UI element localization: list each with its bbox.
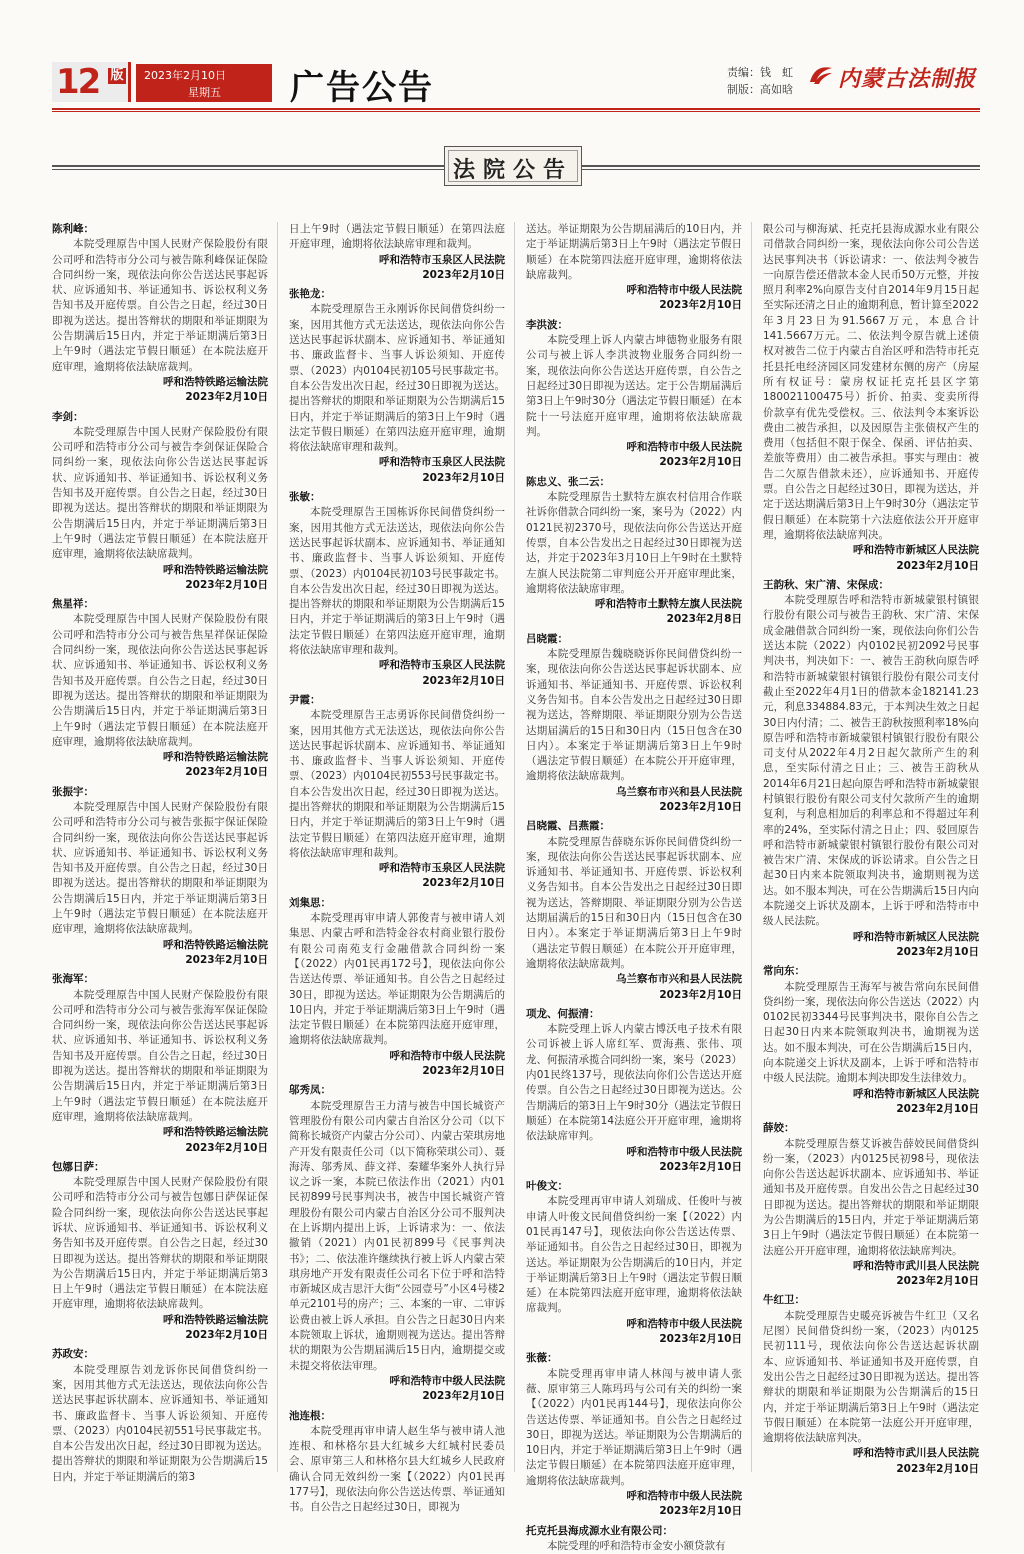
notice-body: 本院受理原告王海军与被告常向东民间借贷纠纷一案，现依法向你公告送达（2022）内0102民初3344号民事判决书，限你自公告之日起30日内来本院领取判决书，逾期视为送达。如不服本判决，可在公告期满后15日内，向本院递交上诉状及副本，上诉于呼和浩特市中级人民法院。逾期本判决即发生法律效力。 — [763, 980, 979, 1085]
court-notice — [52, 410, 268, 594]
court-notice-banner — [444, 146, 582, 186]
court-notice — [289, 693, 505, 892]
court-notice — [763, 578, 979, 960]
section-title: 广告公告 — [290, 68, 434, 108]
notice-addressee: 李洪波： — [526, 318, 568, 331]
notice-addressee: 吕晓霞： — [526, 632, 568, 645]
notice-addressee: 牛红卫： — [763, 1294, 805, 1307]
notice-addressee: 常向东： — [763, 965, 805, 978]
notice-column-2 — [289, 222, 505, 1514]
notice-body: 本院受理原告蔡艾诉被告薛姣民间借贷纠纷一案，（2023）内0125民初98号，现依法向你公告送达起诉状副本、应诉通知书、举证通知书及开庭传票。自发出公告之日起经过30日即视为送达。提出答辩状的期限和举证期限为公告期满后的15日内，并定于举证期满后第3日上午9时（遇法定节假日顺延）在本院第一法庭公开开庭审理，逾期将依法缺席判决。 — [763, 1137, 979, 1257]
court-notice — [52, 972, 268, 1156]
court-notice — [289, 1409, 505, 1516]
notice-date: 2023年2月10日 — [185, 1329, 268, 1342]
notice-addressee: 王韵秋、宋广清、宋保成： — [763, 578, 889, 591]
notice-body: 本院受理原告中国人民财产保险股份有限公司呼和浩特市分公司与被告包娜日萨保证保险合同纠纷一案，现依法向你公告送达民事起诉状、应诉通知书、举证通知书、诉讼权利义务告知书及开庭传票。自公告之日起，经过30日即视为送达。提出答辩状的期限和举证期限为公告期满后15日内，并定于举证期满后第3日上午9时（遇法定节假日顺延）在本院法庭开庭审理，逾期将依法缺席裁判。 — [52, 1176, 268, 1311]
notice-addressee: 张薇： — [526, 1352, 558, 1365]
notice-body: 本院受理再审申请人赵生华与被申请人池连根、和林格尔县大红城乡大红城村民委员会、原审第三人和林格尔县大红城乡人民政府确认合同无效纠纷一案【（2022）内01民再177号】，现依法向你公告送达传票、举证通知书。自公告之日起经过30日，即视为 — [289, 1424, 505, 1514]
notice-court: 呼和浩特市中级人民法院 — [389, 1049, 505, 1062]
court-notice — [289, 896, 505, 1080]
notice-body: 本院受理原告王国栋诉你民间借贷纠纷一案，因用其他方式无法送达，现依法向你公告送达民事起诉状副本、应诉通知书、举证通知书、廉政监督卡、当事人诉讼须知、开庭传票、（2023）内0104民初103号民事裁定书。自本公告发出次日起，经过30日即视为送达。提出答辩状的期限和举证期限为公告期满后15日内，并定于举证期满后的第3日上午9时（遇法定节假日顺延）在第四法庭开庭审理，逾期将依法缺席审理和裁判。 — [289, 506, 505, 657]
notice-date: 2023年2月10日 — [422, 471, 505, 484]
notice-date: 2023年2月10日 — [185, 953, 268, 966]
notice-date: 2023年2月10日 — [422, 268, 505, 281]
notice-date: 2023年2月10日 — [659, 800, 742, 813]
notice-date: 2023年2月10日 — [896, 945, 979, 958]
notice-body: 本院受理原告魏晓晓诉你民间借贷纠纷一案，现依法向你公告送达民事起诉状副本、应诉通知书、举证通知书、开庭传票、诉讼权利义务告知书。自本公告发出之日起经过30日即视为送达，答辩期限、举证期限分别为公告送达期届满后的15日和30日内（15日包含在30日内）。本案定于举证期满后第3日上午9时（遇法定节假日顺延）在本院公开开庭审理，逾期将依法缺席裁判。 — [526, 648, 742, 783]
notice-court: 乌兰察布市兴和县人民法院 — [616, 785, 742, 798]
issue-weekday: 星期五 — [188, 86, 221, 99]
notice-court: 呼和浩特市武川县人民法院 — [853, 1259, 979, 1272]
notice-addressee: 苏政安： — [52, 1348, 94, 1361]
notice-addressee: 张敏： — [289, 491, 321, 504]
notice-addressee: 李剑： — [52, 410, 84, 423]
editor-name: 责编：钱 虹 — [727, 66, 793, 79]
notice-body: 本院受理再审申请人郭俊青与被申请人刘集思、内蒙古呼和浩特金谷农村商业银行股份有限公司南苑支行金融借款合同纠纷一案【（2022）内01民再172号】，现依法向你公告送达传票、举证通知书。自公告之日起经过30日，即视为送达。举证期限为公告期满后的10日内，并定于举证期满后第3日上午9时（遇法定节假日顺延）在本院第四法庭开庭审理，逾期将依法缺席裁判。 — [289, 912, 505, 1047]
banner-title: 法院公告 — [452, 157, 573, 183]
notice-addressee: 刘集思： — [289, 896, 331, 909]
notice-court: 呼和浩特市新城区人民法院 — [853, 930, 979, 943]
header-divider — [52, 108, 980, 110]
notice-column-1 — [52, 222, 268, 1483]
court-notice — [52, 222, 268, 406]
court-notice — [526, 1179, 742, 1347]
court-notice — [52, 1160, 268, 1344]
notice-body: 本院受理原告中国人民财产保险股份有限公司呼和浩特市分公司与被告陈利峰保证保险合同纠纷一案，现依法向你公告送达民事起诉状、应诉通知书、举证通知书、诉讼权利义务告知书及开庭传票。自公告之日起，经过30日即视为送达。提出答辩状的期限和举证期限为公告期满后15日内，并定于举证期满后第3日上午9时（遇法定节假日顺延）在本院法庭开庭审理，逾期将依法缺席裁判。 — [52, 238, 268, 373]
notice-addressee: 邬秀凤： — [289, 1084, 331, 1097]
court-notice — [526, 819, 742, 1003]
notice-body: 送达。举证期限为公告期届满后的10日内，并定于举证期满后第3日上午9时（遇法定节假日顺延）在本院第四法庭开庭审理，逾期将依法缺席裁判。 — [526, 223, 742, 281]
banner-rule-right — [582, 165, 980, 167]
court-notice — [763, 1121, 979, 1289]
notice-column-3 — [526, 222, 742, 1552]
column-divider — [514, 222, 515, 1472]
court-notice — [526, 1007, 742, 1175]
notice-addressee: 陈利峰： — [52, 223, 94, 235]
court-notice — [526, 475, 742, 628]
court-notice — [52, 785, 268, 969]
notice-date: 2023年2月10日 — [659, 1160, 742, 1173]
court-notice — [289, 222, 505, 283]
notice-column-4 — [763, 222, 979, 1475]
notice-addressee: 池连根： — [289, 1409, 331, 1422]
notice-addressee: 包娜日萨： — [52, 1160, 105, 1173]
column-divider — [277, 222, 278, 1472]
court-notice — [526, 222, 742, 314]
court-notice — [763, 222, 979, 574]
header-divider-thin — [52, 111, 980, 112]
notice-court: 呼和浩特市玉泉区人民法院 — [379, 659, 505, 672]
notice-date: 2023年2月10日 — [659, 1505, 742, 1518]
notice-court: 呼和浩特市中级人民法院 — [626, 1145, 742, 1158]
court-notice — [52, 1347, 268, 1485]
court-notice — [52, 597, 268, 781]
notice-court: 呼和浩特市玉泉区人民法院 — [379, 456, 505, 469]
notice-court: 呼和浩特铁路运输法院 — [163, 563, 268, 576]
notice-body: 日上午9时（遇法定节假日顺延）在第四法庭开庭审理，逾期将依法缺席审理和裁判。 — [289, 223, 505, 251]
notice-addressee: 叶俊文： — [526, 1180, 568, 1193]
notice-body: 本院受理再审申请人林闯与被申请人张薇、原审第三人陈玛玛与公司有关的纠纷一案【（2022）内01民再144号】，现依法向你公告送达传票、举证通知书。自公告之日起经过30日，即视为送达。举证期限为公告期满后的10日内，并定于举证期满后第3日上午9时（遇法定节假日顺延）在本院第四法庭开庭审理，逾期将依法缺席裁判。 — [526, 1367, 742, 1487]
notice-date: 2023年2月10日 — [896, 559, 979, 572]
notice-date: 2023年2月10日 — [185, 391, 268, 404]
notice-court: 呼和浩特市中级人民法院 — [626, 1317, 742, 1330]
notice-date: 2023年2月10日 — [659, 988, 742, 1001]
issue-date-box — [136, 64, 272, 102]
notice-body: 本院受理原告王志勇诉你民间借贷纠纷一案，因用其他方式无法送达，现依法向你公告送达民事起诉状副本、应诉通知书、举证通知书、廉政监督卡、当事人诉讼须知、开庭传票、（2023）内0104民初553号民事裁定书。自本公告发出次日起，经过30日即视为送达。提出答辩状的期限和举证期限为公告期满后15日内，并定于举证期满后的第3日上午9时（遇法定节假日顺延）在第四法庭开庭审理，逾期将依法缺席审理和裁判。 — [289, 709, 505, 859]
notice-body: 本院受理上诉人内蒙古博沃电子技术有限公司诉被上诉人席红军、贾海燕、张伟、项龙、何振清承揽合同纠纷一案，案号（2023）内01民终137号，现依法向你们公告送达开庭传票。自公告之日起经过30日即视为送达。公告期满后的第3日上午9时30分（遇法定节假日顺延）在本院第14法庭公开开庭审理，逾期将依法缺席审判。 — [526, 1023, 742, 1143]
notice-addressee: 尹霞： — [289, 693, 321, 706]
notice-date: 2023年2月10日 — [422, 1065, 505, 1078]
notice-body: 本院受理原告中国人民财产保险股份有限公司呼和浩特市分公司与被告焦星祥保证保险合同纠纷一案，现依法向你公告送达民事起诉状、应诉通知书、举证通知书、诉讼权利义务告知书及开庭传票。自公告之日起，经过30日即视为送达。提出答辩状的期限和举证期限为公告期满后15日内，并定于举证期满后第3日上午9时（遇法定节假日顺延）在本院法庭开庭审理，逾期将依法缺席裁判。 — [52, 613, 268, 748]
newspaper-logo — [808, 62, 980, 90]
notice-addressee: 陈忠义、张二云： — [526, 475, 610, 488]
notice-addressee: 张海军： — [52, 973, 94, 986]
banner-rule-left — [52, 165, 444, 167]
page-header — [52, 56, 980, 108]
newspaper-emblem-icon — [808, 64, 834, 86]
notice-body: 本院受理原告薛晓东诉你民间借贷纠纷一案，现依法向你公告送达民事起诉状副本、应诉通知书、举证通知书、开庭传票、诉讼权利义务告知书。自本公告发出之日起经过30日即视为送达，答辩期限、举证期限分别为公告送达期届满后的15日和30日内（15日包含在30日内）。本案定于举证期满后第3日上午9时（遇法定节假日顺延）在本院公开开庭审理，逾期将依法缺席裁判。 — [526, 835, 742, 970]
banner-rule-right-thin — [582, 169, 980, 170]
court-notice — [526, 1351, 742, 1519]
notice-body: 本院受理原告呼和浩特市新城蒙银村镇银行股份有限公司与被告王韵秋、宋广清、宋保成金融借款合同纠纷一案，现依法向你们公告送达本院（2022）内0102民初2092号民事判决书，判决如下：一、被告王韵秋向原告呼和浩特市新城蒙银村镇银行股份有限公司支付截止至2022年4月1日的借款本金182141.23元，利息334884.83元，于本判决生效之日起30日内付清；二、被告王韵秋按照利率18%向原告呼和浩特市新城蒙银村镇银行股份有限公司支付从2022年4月2日起欠款所产生的利息，至实际付清之日止；三、被告王韵秋从2014年6月21日起向原告呼和浩特市新城蒙银村镇银行股份有限公司支付欠款所产生的逾期复利，与利息相加后的利率总和不得超过年利率的24%，至实际付清之日止；四、驳回原告呼和浩特市新城蒙银村镇银行股份有限公司对被告宋广清、宋保成的诉讼请求。自公告之日起30日内来本院领取判决书，逾期则视为送达。如不服本判决，可在公告期满后15日内向本院递交上诉状及副本，上诉于呼和浩特市中级人民法院。 — [763, 594, 979, 928]
notice-court: 呼和浩特铁路运输法院 — [163, 1313, 268, 1326]
editor-credits — [727, 64, 793, 98]
notice-court: 呼和浩特铁路运输法院 — [163, 375, 268, 388]
notice-date: 2023年2月8日 — [666, 613, 742, 626]
notice-body: 本院受理原告中国人民财产保险股份有限公司呼和浩特市分公司与被告张振宇保证保险合同纠纷一案，现依法向你公告送达民事起诉状、应诉通知书、举证通知书、诉讼权利义务告知书及开庭传票。自公告之日起，经过30日即视为送达。提出答辩状的期限和举证期限为公告期满后15日内，并定于举证期满后第3日上午9时（遇法定节假日顺延）在本院法庭开庭审理，逾期将依法缺席裁判。 — [52, 800, 268, 936]
notice-body: 本院受理原告中国人民财产保险股份有限公司呼和浩特市分公司与被告李剑保证保险合同纠纷一案，现依法向你公告送达民事起诉状、应诉通知书、举证通知书、诉讼权利义务告知书及开庭传票。自公告之日起，经过30日即视为送达。提出答辩状的期限和举证期限为公告期满后15日内，并定于举证期满后第3日上午9时（遇法定节假日顺延）在本院法庭开庭审理，逾期将依法缺席裁判。 — [52, 425, 268, 561]
notice-court: 呼和浩特市玉泉区人民法院 — [379, 253, 505, 266]
notice-date: 2023年2月10日 — [896, 1462, 979, 1475]
notice-body: 本院受理上诉人内蒙古坤德物业服务有限公司与被上诉人李洪波物业服务合同纠纷一案，现依法向你公告送达开庭传票，自公告之日起经过30日即视为送达。定于公告期届满后第3日上午9时30分（遇法定节假日顺延）在本院十一号法庭开庭审理，逾期将依法缺席裁判。 — [526, 334, 742, 438]
notice-body: 本院受理原告王永刚诉你民间借贷纠纷一案，因用其他方式无法送达，现依法向你公告送达民事起诉状副本、应诉通知书、举证通知书、廉政监督卡、当事人诉讼须知、开庭传票、（2023）内0104民初105号民事裁定书。自本公告发出次日起，经过30日即视为送达。提出答辩状的期限和举证期限为公告期满后15日内，并定于举证期满后的第3日上午9时（遇法定节假日顺延）在第四法庭开庭审理，逾期将依法缺席审理和裁判。 — [289, 303, 505, 454]
notice-date: 2023年2月10日 — [659, 299, 742, 312]
court-notice — [289, 1083, 505, 1404]
notice-body: 本院受理原告史暖亮诉被告牛红卫（又名尼图）民间借贷纠纷一案，（2023）内0125民初111号，现依法向你公告送达起诉状副本、应诉通知书、举证通知书及开庭传票，自发出公告之日起经过30日即视为送达。提出答辩状的期限和举证期限为公告期满后的15日内，并定于举证期满后第3日上午9时（遇法定节假日顺延）在本院第一法庭公开开庭审理，逾期将依法缺席判决。 — [763, 1309, 979, 1445]
court-notice — [289, 490, 505, 689]
page-number: 12 — [56, 62, 100, 102]
notice-court: 呼和浩特市玉泉区人民法院 — [379, 862, 505, 875]
court-notice — [526, 632, 742, 816]
notice-court: 呼和浩特市中级人民法院 — [389, 1374, 505, 1387]
notice-addressee: 薛姣： — [763, 1122, 795, 1135]
notice-court: 呼和浩特市中级人民法院 — [626, 284, 742, 297]
notice-court: 呼和浩特市中级人民法院 — [626, 1490, 742, 1503]
column-divider — [751, 222, 752, 1472]
issue-date: 2023年2月10日 — [144, 69, 226, 82]
notice-date: 2023年2月10日 — [185, 766, 268, 779]
notice-addressee: 项龙、何振清： — [526, 1007, 600, 1020]
notice-addressee: 托克托县海成源水业有限公司： — [526, 1524, 673, 1537]
notice-addressee: 焦星祥： — [52, 598, 94, 611]
notice-addressee: 吕晓霞、吕燕霞： — [526, 820, 610, 833]
notice-date: 2023年2月10日 — [185, 1141, 268, 1154]
notice-court: 呼和浩特市土默特左旗人民法院 — [595, 598, 742, 611]
notice-court: 呼和浩特铁路运输法院 — [163, 938, 268, 951]
notice-court: 呼和浩特铁路运输法院 — [163, 751, 268, 764]
notice-body: 本院受理再审申请人刘瑞成、任俊叶与被申请人叶俊文民间借贷纠纷一案【（2022）内01民再147号】，现依法向你公告送达传票、举证通知书。自公告之日起经过30日，即视为送达。举证期限为公告期满后的10日内，并定于举证期满后第3日上午9时（遇法定节假日顺延）在本院第四法庭开庭审理，逾期将依法缺席裁判。 — [526, 1195, 742, 1315]
notice-court: 呼和浩特市新城区人民法院 — [853, 544, 979, 557]
producer-name: 制版：高如晗 — [727, 83, 793, 96]
notice-body: 本院受理原告中国人民财产保险股份有限公司呼和浩特市分公司与被告张海军保证保险合同纠纷一案，现依法向你公告送达民事起诉状、应诉通知书、举证通知书、诉讼权利义务告知书及开庭传票。自公告之日起，经过30日即视为送达。提出答辩状的期限和举证期限为公告期满后15日内，并定于举证期满后第3日上午9时（遇法定节假日顺延）在本院法庭开庭审理，逾期将依法缺席裁判。 — [52, 988, 268, 1123]
notice-date: 2023年2月10日 — [422, 674, 505, 687]
notice-addressee: 张振宇： — [52, 785, 94, 798]
notice-date: 2023年2月10日 — [659, 456, 742, 469]
notice-date: 2023年2月10日 — [422, 1390, 505, 1403]
newspaper-name: 内蒙古法制报 — [838, 66, 977, 92]
notice-date: 2023年2月10日 — [185, 578, 268, 591]
notice-court: 呼和浩特市武川县人民法院 — [853, 1447, 979, 1460]
court-notice — [526, 1524, 742, 1554]
notice-body: 本院受理原告刘龙诉你民间借贷纠纷一案，因用其他方式无法送达，现依法向你公告送达民事起诉状副本、应诉通知书、举证通知书、廉政监督卡、当事人诉讼须知、开庭传票、（2023）内0104民初551号民事裁定书。自本公告发出次日起，经过30日即视为送达。提出答辩状的期限和举证期限为公告期满后15日内，并定于举证期满后的第3 — [52, 1363, 268, 1483]
notice-court: 呼和浩特铁路运输法院 — [163, 1126, 268, 1139]
notice-body: 本院受理原告土默特左旗农村信用合作联社诉你借款合同纠纷一案，案号为（2022）内0121民初2370号，现依法向你公告送达开庭传票，自本公告发出之日起经过30日即视为送达，并定于2023年3月10日上午9时在土默特左旗人民法院第二审判庭公开开庭审理此案，逾期将依法缺席审理。 — [526, 491, 742, 595]
court-notice — [763, 964, 979, 1117]
notice-date: 2023年2月10日 — [896, 1102, 979, 1115]
notice-court: 呼和浩特市新城区人民法院 — [853, 1087, 979, 1100]
notice-date: 2023年2月10日 — [896, 1275, 979, 1288]
page-suffix: 版 — [108, 68, 126, 84]
notice-court: 乌兰察布市兴和县人民法院 — [616, 973, 742, 986]
notice-body: 本院受理的呼和浩特市金安小额贷款有 — [547, 1539, 726, 1552]
court-notice — [763, 1293, 979, 1477]
banner-rule-left-thin — [52, 169, 444, 170]
page-number-badge — [52, 62, 131, 102]
notice-date: 2023年2月10日 — [659, 1333, 742, 1346]
notice-body: 本院受理原告王力清与被告中国长城资产管理股份有限公司内蒙古自治区分公司（以下简称长城资产内蒙古分公司）、内蒙古荣琪房地产开发有限责任公司（以下简称荣琪公司）、聂海涛、邬秀凤、薛文祥、秦耀华案外人执行异议之诉一案，本院已依法作出（2021）内01民初899号民事判决书，被告中国长城资产管理股份有限公司内蒙古自治区分公司不服判决在上诉期内提出上诉，上诉请求为：一、依法撤销（2021）内01民初899号《民事判决书》；二、依法准许继续执行被上诉人内蒙古荣琪房地产开发有限责任公司名下位于呼和浩特市新城区成吉思汗大街“公园壹号”小区4号楼2单元2101号的房产；三、本案的一审、二审诉讼费由被上诉人承担。自公告之日起30日内来本院领取上诉状，逾期则视为送达。提出答辩状的期限为公告期届满后15日内，逾期提交或未提交将依法审理。 — [289, 1099, 505, 1372]
notice-addressee: 张艳龙： — [289, 288, 331, 301]
court-notice — [289, 287, 505, 486]
notice-court: 呼和浩特市中级人民法院 — [626, 441, 742, 454]
court-notice — [526, 318, 742, 471]
notice-date: 2023年2月10日 — [422, 877, 505, 890]
notice-body: 限公司与柳海斌、托克托县海成源水业有限公司借款合同纠纷一案，现依法向你公司公告送达民事判决书（诉讼请求：一、依法判令被告一向原告偿还借款本金人民币50万元整，并按照月利率2%向原告支付自2014年9月15日起至实际还清之日止的逾期利息，暂计算至2022年3月23日为91.5667万元，本息合计141.5667万元。二、依法判令原告就上述债权对被告二位于内蒙古自治区呼和浩特市托克托县托电经济园区同发建材东侧的房产（房屋所有权证号：蒙房权证托克托县区字第180021100475号）折价、拍卖、变卖所得价款享有优先受偿权。三、依法判令本案诉讼费由二被告承担，以及因原告主张债权产生的费用（包括但不限于保全、保函、评估拍卖、差旅等费用）由二被告承担。事实与理由：被告二欠原告借款未还），应诉通知书、开庭传票。自公告之日起经过30日，即视为送达，并定于送达期满后第3日上午9时30分（遇法定节假日顺延）在本院第十六法庭依法公开开庭审理，逾期将依法缺席判决。 — [763, 223, 979, 541]
